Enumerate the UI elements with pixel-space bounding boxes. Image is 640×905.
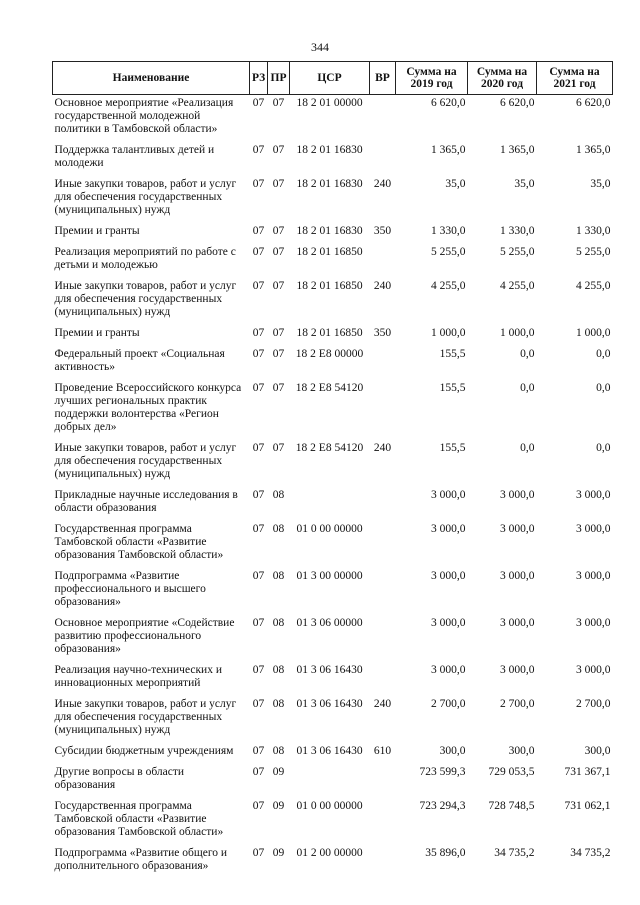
- cell-sum-2019: 723 294,3: [419, 800, 466, 812]
- cell-vr: [370, 487, 396, 521]
- cell-sum-2019: 1 365,0: [431, 144, 466, 156]
- cell-pr: 07: [272, 144, 285, 156]
- cell-csr: 18 2 E8 54120: [295, 442, 364, 454]
- cell-vr: [370, 845, 396, 879]
- cell-vr: [370, 95, 396, 143]
- cell-csr: 18 2 E8 00000: [295, 348, 364, 360]
- table-row: [53, 95, 613, 143]
- cell-pr: 07: [272, 382, 285, 394]
- cell-vr: [370, 142, 396, 176]
- cell-csr: 18 2 01 16830: [296, 178, 363, 190]
- cell-csr: 18 2 01 16830: [296, 144, 363, 156]
- cell-name: Поддержка талантливых детей и молодежи: [54, 144, 215, 169]
- cell-sum-2021: 35,0: [590, 178, 611, 190]
- cell-name: Федеральный проект «Социальная активность»: [54, 348, 225, 373]
- cell-name: Основное мероприятие «Реализация государственной молодежной политики в Тамбовской области»: [54, 97, 234, 135]
- cell-csr: [290, 487, 370, 521]
- cell-sum-2019: 3 000,0: [431, 489, 466, 501]
- cell-vr: [370, 380, 396, 440]
- cell-pr: 07: [272, 225, 285, 237]
- table-row: [53, 764, 613, 798]
- cell-sum-2019: 2 700,0: [431, 698, 466, 710]
- cell-sum-2021: 731 367,1: [564, 766, 611, 778]
- cell-name: Субсидии бюджетным учреждениям: [54, 745, 234, 757]
- cell-sum-2019: 3 000,0: [431, 570, 466, 582]
- cell-sum-2020: 1 330,0: [500, 225, 535, 237]
- cell-vr: 240: [373, 442, 392, 454]
- cell-csr: 01 3 06 16430: [296, 698, 363, 710]
- cell-sum-2020: 2 700,0: [500, 698, 535, 710]
- cell-rz: 07: [252, 348, 265, 360]
- cell-csr: 01 3 06 16430: [296, 745, 363, 757]
- table-row: [53, 696, 613, 743]
- cell-sum-2020: 4 255,0: [500, 280, 535, 292]
- cell-sum-2019: 6 620,0: [431, 97, 466, 109]
- cell-pr: 08: [272, 664, 285, 676]
- cell-rz: 07: [252, 664, 265, 676]
- cell-sum-2021: 731 062,1: [564, 800, 611, 812]
- table-row: [53, 662, 613, 696]
- cell-name: Премии и гранты: [54, 225, 140, 237]
- cell-name: Государственная программа Тамбовской области «Развитие образования Тамбовской области»: [54, 523, 224, 561]
- cell-sum-2019: 3 000,0: [431, 617, 466, 629]
- cell-sum-2021: 0,0: [596, 442, 611, 454]
- table-row: [53, 244, 613, 278]
- cell-sum-2021: 3 000,0: [576, 664, 611, 676]
- cell-name: Иные закупки товаров, работ и услуг для обеспечения государственных (муниципальных) нужд: [54, 442, 237, 480]
- cell-vr: [370, 568, 396, 615]
- cell-name: Другие вопросы в области образования: [54, 766, 185, 791]
- cell-sum-2019: 5 255,0: [431, 246, 466, 258]
- cell-rz: 07: [252, 280, 265, 292]
- cell-rz: 07: [252, 698, 265, 710]
- cell-name: Реализация мероприятий по работе с детьми и молодежью: [54, 246, 236, 271]
- cell-sum-2019: 3 000,0: [431, 523, 466, 535]
- table-row: [53, 615, 613, 662]
- table-row: [53, 176, 613, 223]
- cell-sum-2020: 3 000,0: [500, 489, 535, 501]
- cell-vr: [370, 798, 396, 845]
- cell-sum-2021: 1 000,0: [576, 327, 611, 339]
- cell-pr: 08: [272, 489, 285, 501]
- cell-csr: 01 0 00 00000: [296, 800, 363, 812]
- cell-rz: 07: [252, 847, 265, 859]
- cell-rz: 07: [252, 489, 265, 501]
- cell-sum-2020: 729 053,5: [488, 766, 535, 778]
- cell-sum-2021: 4 255,0: [576, 280, 611, 292]
- cell-name: Основное мероприятие «Содействие развитию профессионального образования»: [54, 617, 235, 655]
- cell-sum-2020: 3 000,0: [500, 570, 535, 582]
- cell-sum-2019: 3 000,0: [431, 664, 466, 676]
- table-header-row: [53, 62, 613, 95]
- cell-vr: 240: [373, 280, 392, 292]
- header-sum-2021: Сумма на 2021 год: [537, 62, 613, 95]
- page-number: 344: [311, 40, 329, 54]
- cell-sum-2020: 3 000,0: [500, 664, 535, 676]
- cell-rz: 07: [252, 617, 265, 629]
- cell-sum-2020: 1 000,0: [500, 327, 535, 339]
- cell-name: Реализация научно-технических и инновационных мероприятий: [54, 664, 222, 689]
- cell-vr: 350: [373, 327, 392, 339]
- header-sum-2020: Сумма на 2020 год: [468, 62, 537, 95]
- cell-sum-2019: 155,5: [439, 382, 466, 394]
- cell-rz: 07: [252, 382, 265, 394]
- cell-csr: 18 2 01 00000: [296, 97, 363, 109]
- cell-sum-2020: 0,0: [520, 348, 535, 360]
- cell-sum-2020: 300,0: [508, 745, 535, 757]
- cell-sum-2020: 3 000,0: [500, 617, 535, 629]
- table-row: [53, 798, 613, 845]
- cell-sum-2021: 2 700,0: [576, 698, 611, 710]
- cell-sum-2021: 1 330,0: [576, 225, 611, 237]
- cell-rz: 07: [252, 327, 265, 339]
- header-rz: РЗ: [250, 62, 268, 95]
- cell-sum-2019: 4 255,0: [431, 280, 466, 292]
- cell-csr: 18 2 01 16830: [296, 225, 363, 237]
- cell-csr: 18 2 01 16850: [296, 327, 363, 339]
- header-name: Наименование: [53, 62, 250, 95]
- cell-rz: 07: [252, 570, 265, 582]
- cell-csr: 01 0 00 00000: [296, 523, 363, 535]
- cell-pr: 09: [272, 847, 285, 859]
- cell-sum-2021: 0,0: [596, 348, 611, 360]
- table-row: [53, 380, 613, 440]
- cell-sum-2019: 35,0: [445, 178, 466, 190]
- cell-csr: 01 2 00 00000: [296, 847, 363, 859]
- cell-sum-2021: 300,0: [584, 745, 611, 757]
- header-csr: ЦСР: [290, 62, 370, 95]
- cell-vr: 350: [373, 225, 392, 237]
- cell-pr: 07: [272, 246, 285, 258]
- cell-name: Иные закупки товаров, работ и услуг для обеспечения государственных (муниципальных) нужд: [54, 698, 237, 736]
- cell-rz: 07: [252, 246, 265, 258]
- header-vr: ВР: [370, 62, 396, 95]
- cell-sum-2021: 3 000,0: [576, 617, 611, 629]
- table-body: [53, 95, 613, 880]
- cell-pr: 07: [272, 280, 285, 292]
- cell-sum-2019: 35 896,0: [425, 847, 466, 859]
- cell-sum-2021: 0,0: [596, 382, 611, 394]
- table-row: [53, 743, 613, 764]
- cell-sum-2020: 728 748,5: [488, 800, 535, 812]
- cell-pr: 07: [272, 97, 285, 109]
- cell-csr: 01 3 06 00000: [296, 617, 363, 629]
- header-pr: ПР: [268, 62, 290, 95]
- cell-name: Иные закупки товаров, работ и услуг для обеспечения государственных (муниципальных) нужд: [54, 280, 237, 318]
- cell-sum-2020: 35,0: [514, 178, 535, 190]
- cell-sum-2021: 3 000,0: [576, 570, 611, 582]
- cell-csr: 18 2 01 16850: [296, 246, 363, 258]
- cell-name: Иные закупки товаров, работ и услуг для обеспечения государственных (муниципальных) нужд: [54, 178, 237, 216]
- cell-sum-2020: 3 000,0: [500, 523, 535, 535]
- table-row: [53, 346, 613, 380]
- cell-vr: [370, 662, 396, 696]
- cell-sum-2019: 300,0: [439, 745, 466, 757]
- cell-rz: 07: [252, 745, 265, 757]
- cell-rz: 07: [252, 442, 265, 454]
- table-row: [53, 487, 613, 521]
- cell-pr: 09: [272, 766, 285, 778]
- header-sum-2019: Сумма на 2019 год: [396, 62, 468, 95]
- cell-pr: 07: [272, 442, 285, 454]
- cell-sum-2021: 3 000,0: [576, 489, 611, 501]
- cell-vr: [370, 764, 396, 798]
- cell-sum-2021: 34 735,2: [570, 847, 611, 859]
- cell-sum-2020: 1 365,0: [500, 144, 535, 156]
- cell-name: Подпрограмма «Развитие общего и дополнительного образования»: [54, 847, 228, 872]
- cell-sum-2020: 5 255,0: [500, 246, 535, 258]
- cell-pr: 08: [272, 617, 285, 629]
- cell-vr: 240: [373, 698, 392, 710]
- table-row: [53, 568, 613, 615]
- cell-csr: 01 3 06 16430: [296, 664, 363, 676]
- cell-vr: [370, 615, 396, 662]
- cell-rz: 07: [252, 800, 265, 812]
- table-row: [53, 521, 613, 568]
- table-row: [53, 440, 613, 487]
- cell-sum-2021: 5 255,0: [576, 246, 611, 258]
- cell-pr: 09: [272, 800, 285, 812]
- cell-vr: [370, 521, 396, 568]
- cell-pr: 07: [272, 178, 285, 190]
- table-row: [53, 223, 613, 244]
- cell-sum-2021: 6 620,0: [576, 97, 611, 109]
- cell-name: Прикладные научные исследования в области образования: [54, 489, 238, 514]
- cell-sum-2020: 0,0: [520, 382, 535, 394]
- cell-pr: 08: [272, 523, 285, 535]
- cell-sum-2019: 1 330,0: [431, 225, 466, 237]
- cell-name: Проведение Всероссийского конкурса лучших региональных практик поддержки волонтерства «Регион добрых дел»: [54, 382, 242, 433]
- budget-table: [52, 61, 613, 879]
- cell-csr: [290, 764, 370, 798]
- cell-sum-2019: 1 000,0: [431, 327, 466, 339]
- table-row: [53, 278, 613, 325]
- cell-sum-2020: 6 620,0: [500, 97, 535, 109]
- cell-csr: 18 2 01 16850: [296, 280, 363, 292]
- table-row: [53, 325, 613, 346]
- cell-vr: 610: [373, 745, 392, 757]
- cell-pr: 08: [272, 570, 285, 582]
- cell-sum-2019: 723 599,3: [419, 766, 466, 778]
- cell-rz: 07: [252, 97, 265, 109]
- cell-rz: 07: [252, 178, 265, 190]
- cell-sum-2019: 155,5: [439, 442, 466, 454]
- cell-rz: 07: [252, 225, 265, 237]
- cell-pr: 08: [272, 745, 285, 757]
- cell-rz: 07: [252, 766, 265, 778]
- cell-csr: 18 2 E8 54120: [295, 382, 364, 394]
- cell-sum-2020: 34 735,2: [494, 847, 535, 859]
- cell-name: Премии и гранты: [54, 327, 140, 339]
- cell-vr: 240: [373, 178, 392, 190]
- cell-sum-2021: 1 365,0: [576, 144, 611, 156]
- cell-rz: 07: [252, 523, 265, 535]
- table-row: [53, 142, 613, 176]
- cell-sum-2019: 155,5: [439, 348, 466, 360]
- cell-pr: 07: [272, 348, 285, 360]
- cell-name: Государственная программа Тамбовской области «Развитие образования Тамбовской области»: [54, 800, 224, 838]
- cell-vr: [370, 244, 396, 278]
- cell-rz: 07: [252, 144, 265, 156]
- cell-csr: 01 3 00 00000: [296, 570, 363, 582]
- cell-sum-2020: 0,0: [520, 442, 535, 454]
- cell-vr: [370, 346, 396, 380]
- cell-pr: 08: [272, 698, 285, 710]
- cell-pr: 07: [272, 327, 285, 339]
- cell-sum-2021: 3 000,0: [576, 523, 611, 535]
- table-row: [53, 845, 613, 879]
- cell-name: Подпрограмма «Развитие профессионального и высшего образования»: [54, 570, 206, 608]
